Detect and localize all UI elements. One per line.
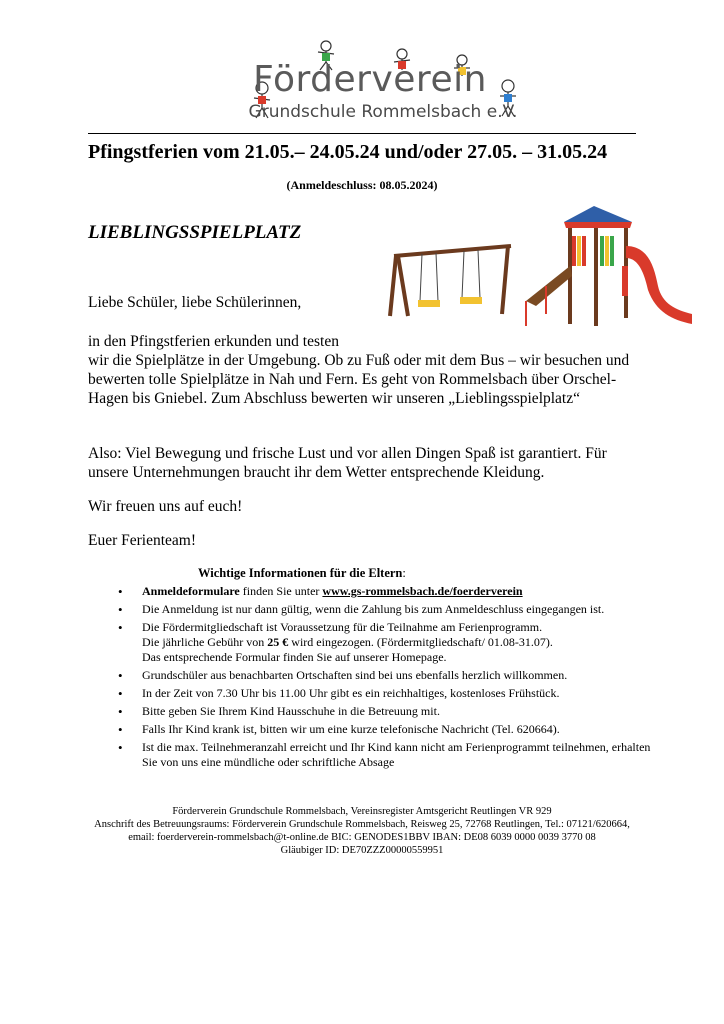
logo-subtitle: Grundschule Rommelsbach e.V.	[248, 102, 518, 122]
fee-text-after: wird eingezogen. (Fördermitgliedschaft/ 01.08-31.07).	[288, 635, 553, 649]
list-item	[116, 620, 656, 665]
closing-line: Wir freuen uns auf euch!	[88, 498, 243, 515]
membership-line-2	[142, 635, 656, 650]
intro-rest: wir die Spielplätze in der Umgebung. Ob zu Fuß oder mit dem Bus – wir besuchen und bewerten tolle Spielplätze in Nah und Fern. Es geht von Rommelsbach über Orschel-Hagen bis Gniebel. Zum Abschluss bewerten wir unseren „Lieblingsspielplatz“	[88, 352, 630, 407]
intro-first-line: in den Pfingstferien erkunden und testen	[88, 333, 339, 350]
signature-line: Euer Ferienteam!	[88, 532, 197, 549]
parents-info-title	[198, 566, 406, 581]
footer	[60, 805, 664, 857]
parents-info-title-text: Wichtige Informationen für die Eltern	[198, 566, 403, 580]
forms-text: finden Sie unter	[239, 584, 323, 598]
list-item: • In der Zeit von 7.30 Uhr bis 11.00 Uhr gibt es ein reichhaltiges, kostenloses Frühstück.	[116, 686, 656, 701]
parents-info-list	[116, 584, 656, 773]
list-item	[116, 584, 656, 599]
forms-link[interactable]: www.gs-rommelsbach.de/foerderverein	[322, 584, 523, 598]
fee-text-before: Die jährliche Gebühr von	[142, 635, 268, 649]
membership-line-1: • Die Fördermitgliedschaft ist Voraussetzung für die Teilnahme am Ferienprogramm.	[142, 620, 543, 634]
program-title: LIEBLINGSSPIELPLATZ	[88, 222, 302, 243]
footer-line-2: Anschrift des Betreuungsraums: Förderverein Grundschule Rommelsbach, Reisweg 25, 72768 Reutlingen, Tel.: 07121/620664,	[94, 819, 630, 830]
parents-info-title-colon: :	[402, 566, 406, 580]
header-divider	[88, 133, 636, 134]
playground-icon	[386, 206, 696, 336]
forms-label: Anmeldeformulare	[142, 584, 240, 598]
footer-line-1: Förderverein Grundschule Rommelsbach, Vereinsregister Amtsgericht Reutlingen VR 929	[172, 806, 552, 817]
page-title: Pfingstferien vom 21.05.– 24.05.24 und/oder 27.05. – 31.05.24	[88, 141, 608, 163]
footer-line-4: Gläubiger ID: DE70ZZZ00000559951	[280, 845, 444, 856]
list-item: • Die Anmeldung ist nur dann gültig, wenn die Zahlung bis zum Anmeldeschluss eingegangen ist.	[116, 602, 656, 617]
registration-deadline: (Anmeldeschluss: 08.05.2024)	[286, 178, 438, 192]
list-item: • Grundschüler aus benachbarten Ortschaften sind bei uns ebenfalls herzlich willkommen.	[116, 668, 656, 683]
intro-paragraph	[88, 332, 648, 408]
list-item: • Ist die max. Teilnehmeranzahl erreicht und Ihr Kind kann nicht am Ferienprogrammt teilnehmen, erhalten Sie von uns eine mündliche oder schriftliche Absage	[116, 740, 656, 770]
list-item: • Bitte geben Sie Ihrem Kind Hausschuhe in die Betreuung mit.	[116, 704, 656, 719]
fun-paragraph: Also: Viel Bewegung und frische Lust und vor allen Dingen Spaß ist garantiert. Für unsere Unternehmungen braucht ihr dem Wetter entsprechende Kleidung.	[88, 445, 607, 481]
logo-title: Förderverein	[253, 59, 487, 100]
membership-line-3: Das entsprechende Formular finden Sie auf unserer Homepage.	[142, 650, 447, 664]
footer-line-3: email: foerderverein-rommelsbach@t-online.de BIC: GENODES1BBV IBAN: DE08 6039 0000 0039 3770 08	[128, 832, 596, 843]
fee-amount: 25 €	[267, 635, 289, 649]
logo	[0, 38, 724, 128]
list-item: • Falls Ihr Kind krank ist, bitten wir um eine kurze telefonische Nachricht (Tel. 620664).	[116, 722, 656, 737]
greeting: Liebe Schüler, liebe Schülerinnen,	[88, 294, 302, 311]
